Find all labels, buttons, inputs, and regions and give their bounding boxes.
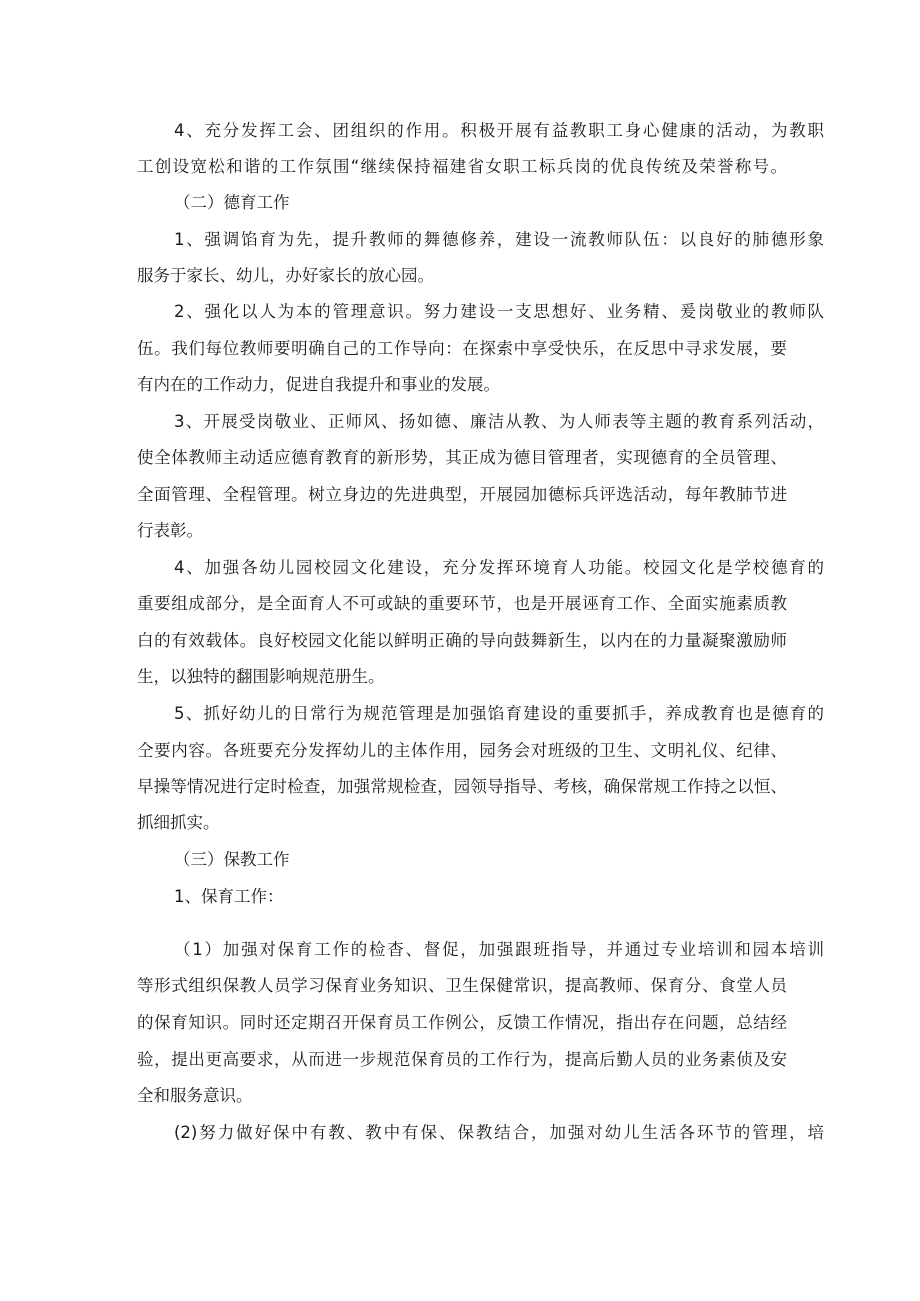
paragraph-line: 有内在的工作动力，促进自我提升和事业的发展。: [137, 375, 500, 394]
paragraph-line: 的保育知识。同时还定期召开保育员工作例公，反馈工作情况，指出存在问题，总结经: [137, 1013, 787, 1032]
paragraph-line: 3、开展受岗敬业、正师风、扬如德、廉洁从教、为人师表等主题的教育系列活动，: [174, 412, 824, 431]
paragraph-line: 早操等情况进行定时检查，加强常规检查，园领导指导、考核，确保常规工作持之以恒、: [137, 777, 787, 796]
paragraph-line: 5、抓好幼儿的日常行为规范管理是加强馅育建设的重要抓手，养成教育也是德育的: [174, 704, 824, 723]
paragraph-line: 生，以独特的翻围影响规范册生。: [137, 667, 385, 686]
paragraph-line: 工创设宽松和谐的工作氛围“继续保持福建省女职工标兵岗的优良传统及荣誉称号。: [137, 157, 787, 176]
paragraph-line: 使全体教师主动适应德育教育的新形势，其正成为德目管理者，实现德育的全员管理、: [137, 448, 787, 467]
section-heading: （二）德育工作: [174, 193, 290, 212]
paragraph-line: 仝要内容。各班要充分发挥幼儿的主体作用，园务会对班级的卫生、文明礼仪、纪律、: [137, 741, 787, 760]
paragraph-line: 等形式组织保教人员学习保育业务知识、卫生保健常识，提高教师、保育分、食堂人员: [137, 976, 787, 995]
paragraph-line: 行表彰。: [137, 521, 203, 540]
paragraph-line: 伍。我们每位教师要明确自己的工作导向：在探索中享受快乐，在反思中寻求发展，要: [137, 339, 787, 358]
paragraph-line: 2、强化以人为本的管理意识。努力建设一支思想好、业务精、爰岗敬业的教师队: [174, 302, 824, 321]
section-heading: （三）保教工作: [174, 850, 290, 869]
paragraph-line: 重要组成部分，是全面育人不可或缺的重要环节，也是开展诬育工作、全面实施素质教: [137, 594, 787, 613]
paragraph-line: 4、加强各幼儿园校园文化建设，充分发挥环境育人功能。校园文化是学校德育的: [174, 558, 824, 577]
paragraph-line: (2)努力做好保中有教、教中有保、保教结合，加强对幼儿生活各环节的管理，培: [174, 1123, 824, 1142]
paragraph-line: 服务于家长、幼儿，办好家长的放心园。: [137, 266, 434, 285]
subsection-heading: 1、保育工作：: [174, 887, 284, 906]
paragraph-line: 4、充分发挥工会、团组织的作用。积极开展有益教职工身心健康的活动，为教职: [174, 121, 824, 140]
paragraph-line: 抓细抓实。: [137, 813, 220, 832]
paragraph-line: 全和服务意识。: [137, 1086, 253, 1105]
paragraph-line: 白的有效载体。良好校园文化能以鲜明正确的导向鼓舞新生，以内在的力量凝聚激励师: [137, 631, 787, 650]
paragraph-line: （1）加强对保育工作的检杳、督促，加强跟班指导，并通过专业培训和园本培训: [174, 940, 824, 959]
paragraph-line: 验，提出更高要求，从而进一步规范保育员的工作行为，提高后勤人员的业务素侦及安: [137, 1050, 787, 1069]
paragraph-line: 1、强调馅育为先，提升教师的舞德修养，建设一流教师队伍：以良好的肺德形象: [174, 230, 824, 249]
paragraph-line: 全面管理、全程管理。树立身边的先进典型，开展园加德标兵评选活动，每年教肺节进: [137, 485, 787, 504]
